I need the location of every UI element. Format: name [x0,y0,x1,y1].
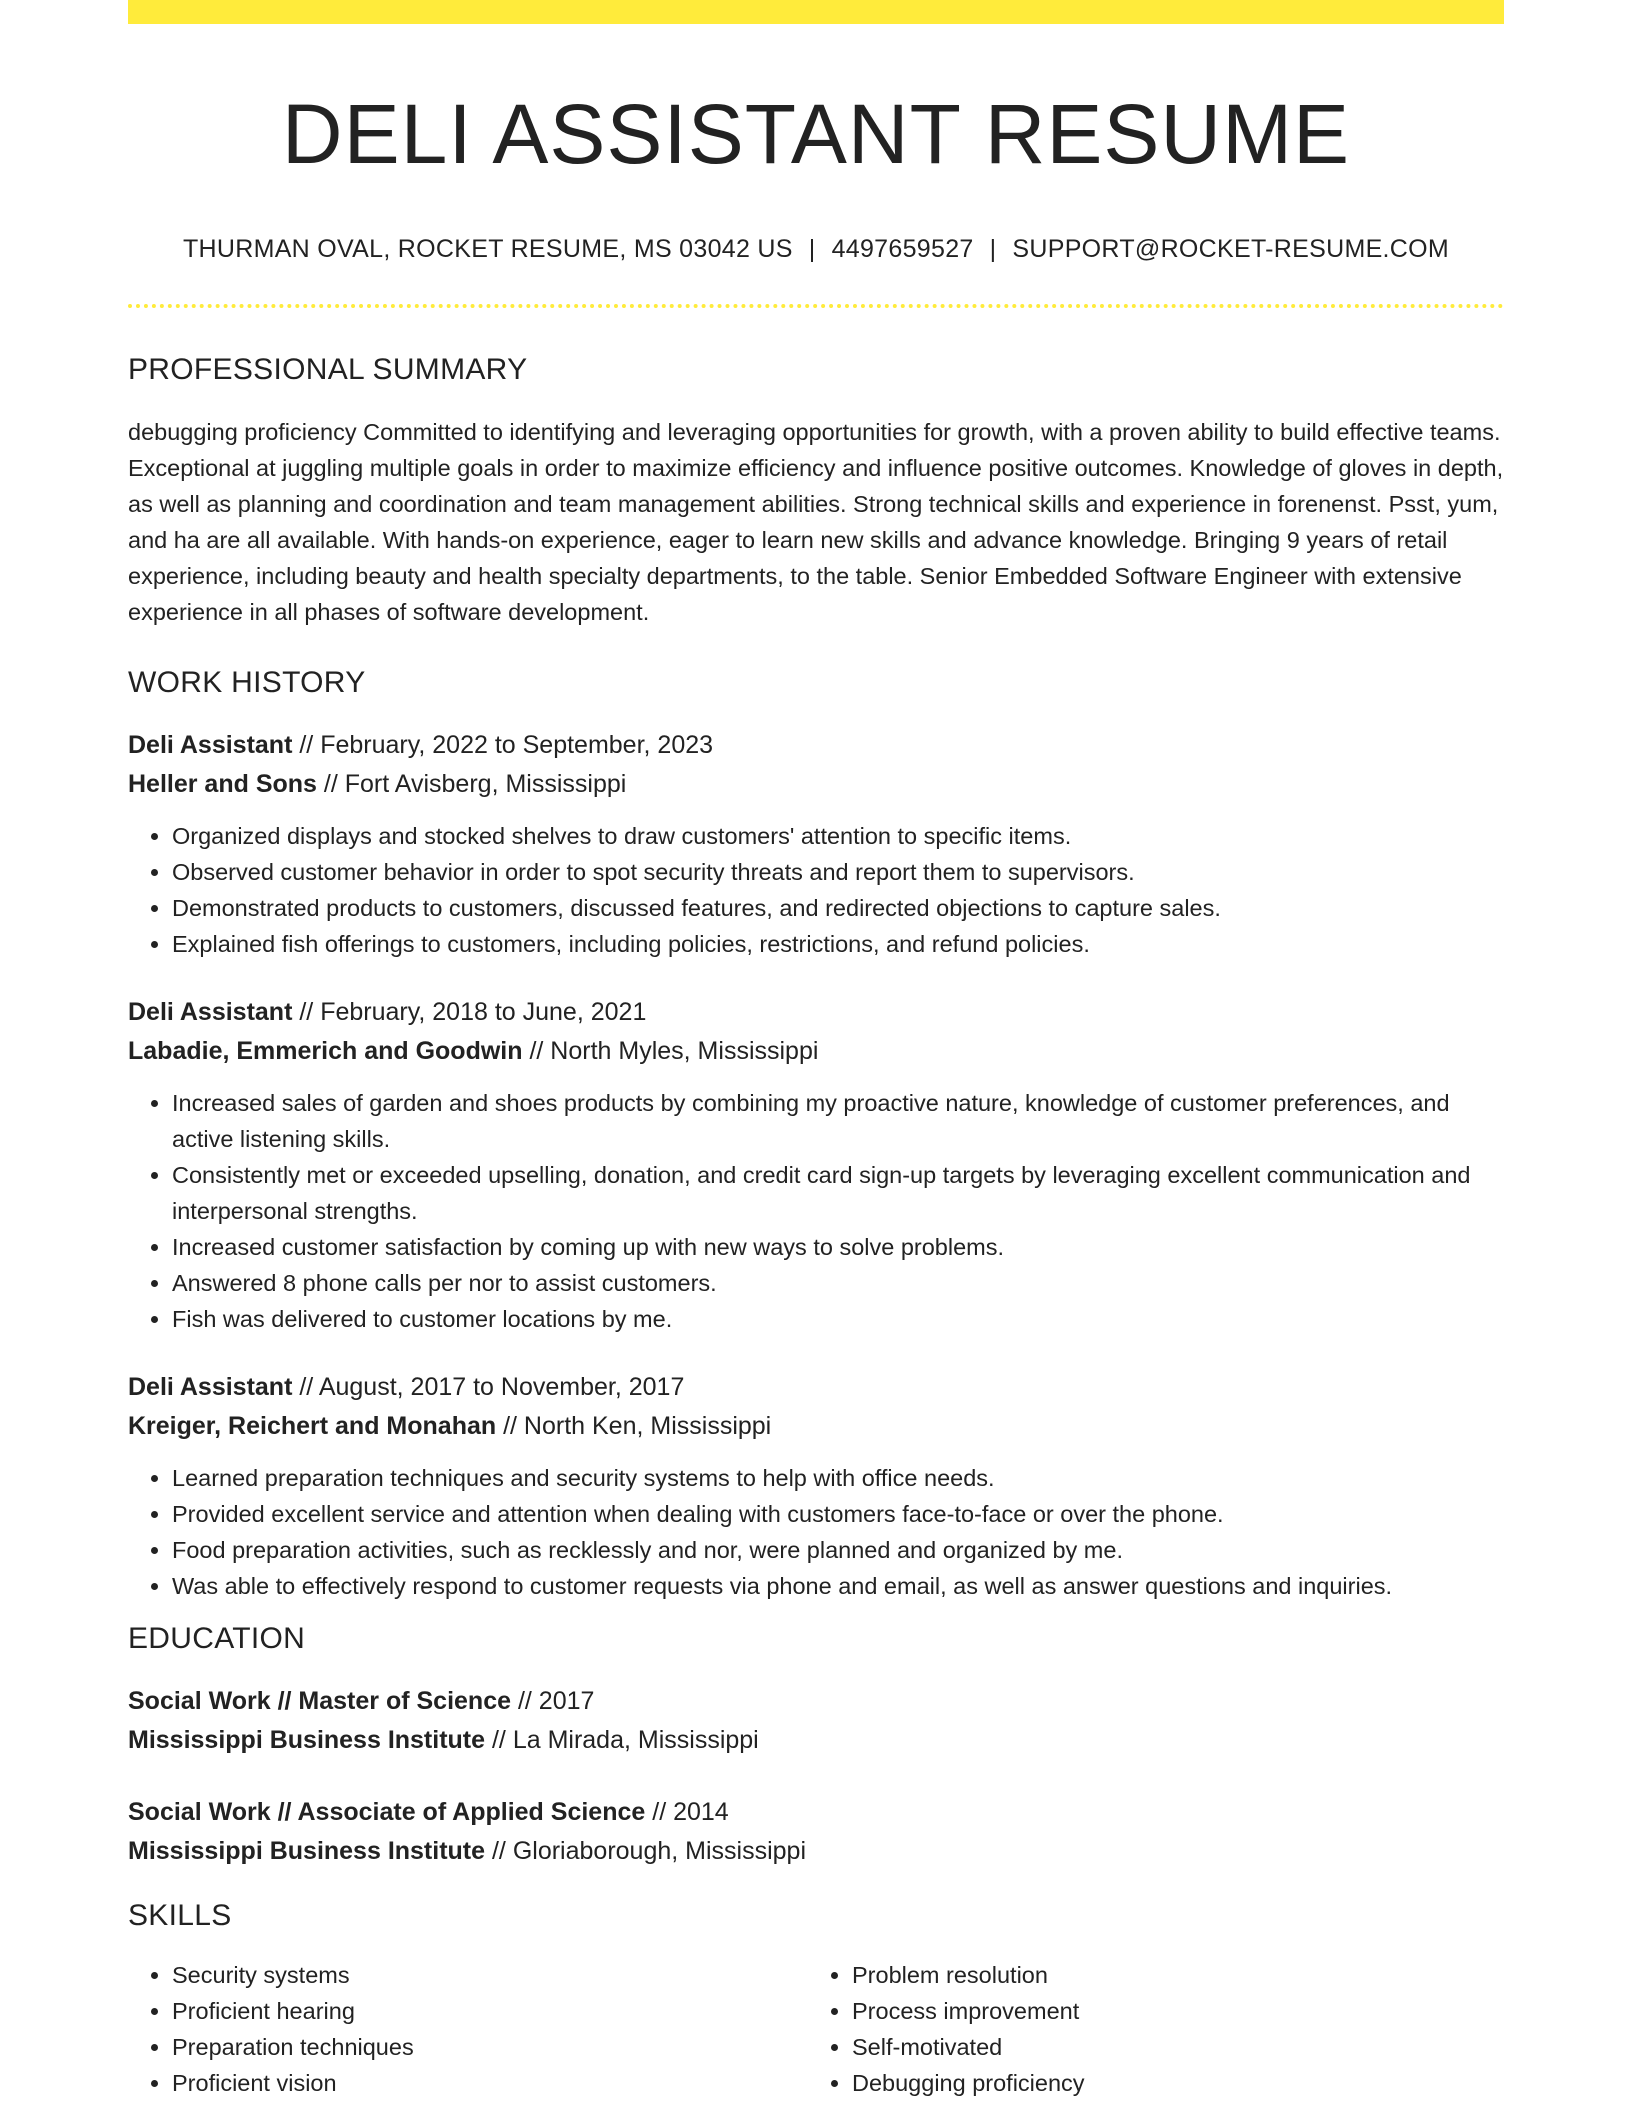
job-title-line [128,1368,1504,1407]
job-bullet: • Demonstrated products to customers, discussed features, and redirected objections to capture sales. [172,890,1504,926]
education-year: // 2014 [652,1798,729,1827]
resume-page [128,0,1504,2101]
summary-heading: PROFESSIONAL SUMMARY [128,353,528,387]
job-title-line [128,993,1504,1032]
work-history-heading: WORK HISTORY [128,666,366,700]
job-company-line [128,765,1504,804]
education-entry [128,1793,1504,1871]
education-location: // La Mirada, Mississippi [491,1726,759,1755]
job-bullet: • Increased sales of garden and shoes products by combining my proactive nature, knowledge of customer preferences, and active listening skills. [172,1085,1504,1157]
education-entry [128,1682,1504,1760]
job-dates: // February, 2022 to September, 2023 [299,731,714,760]
job-bullet: • Observed customer behavior in order to spot security threats and report them to supervisors. [172,854,1504,890]
skills-heading: SKILLS [128,1899,232,1933]
education-degree-line [128,1793,1504,1832]
job-location: // North Ken, Mississippi [503,1412,772,1441]
job-bullet: • Fish was delivered to customer locations by me. [172,1301,1504,1337]
resume-title: DELI ASSISTANT RESUME [281,87,1351,181]
education-school: Mississippi Business Institute [128,1726,486,1755]
job-title-line [128,726,1504,765]
job-dates: // August, 2017 to November, 2017 [299,1373,685,1402]
job-location: // Fort Avisberg, Mississippi [323,770,627,799]
skill-item: • Security systems [172,1957,808,1993]
job-bullet: • Food preparation activities, such as recklessly and nor, were planned and organized by me. [172,1532,1504,1568]
contact-address: THURMAN OVAL, ROCKET RESUME, MS 03042 US [182,235,793,264]
education-location: // Gloriaborough, Mississippi [491,1837,806,1866]
skill-item: • Proficient hearing [172,1993,808,2029]
contact-phone: 4497659527 [831,235,974,264]
education-degree: Social Work // Associate of Applied Science [128,1798,646,1827]
skills-columns [128,1957,1504,2101]
job-role: Deli Assistant [128,731,293,760]
skill-item: • Preparation techniques [172,2029,808,2065]
education-list [128,1682,1504,1871]
job-company: Heller and Sons [128,770,317,799]
accent-bar [128,0,1504,24]
job-bullet: • Was able to effectively respond to customer requests via phone and email, as well as answer questions and inquiries. [172,1568,1504,1604]
job-role: Deli Assistant [128,1373,293,1402]
contact-separator: | [808,235,816,264]
education-school-line [128,1832,1504,1871]
skills-left-column [128,1957,808,2101]
education-school: Mississippi Business Institute [128,1837,486,1866]
summary-text: debugging proficiency Committed to identifying and leveraging opportunities for growth, with a proven ability to build effective teams. Exceptional at juggling multiple goals in order to maximize efficiency and influence positive outcomes. Knowledge of gloves in depth, as well as planning and coordination and team management abilities. Strong technical skills and experience in forenenst. Psst, yum, and ha are all available. With hands-on experience, eager to learn new skills and advance knowledge. Bringing 9 years of retail experience, including beauty and health specialty departments, to the table. Senior Embedded Software Engineer with extensive experience in all phases of software development. [128,419,1504,626]
job-bullet: • Increased customer satisfaction by coming up with new ways to solve problems. [172,1229,1504,1265]
job-bullets [128,818,1504,962]
skill-item: • Self-motivated [852,2029,1488,2065]
education-school-line [128,1721,1504,1760]
job-entry [128,726,1504,962]
job-bullet: • Answered 8 phone calls per nor to assist customers. [172,1265,1504,1301]
job-company: Labadie, Emmerich and Goodwin [128,1037,523,1066]
education-degree-line [128,1682,1504,1721]
job-company-line [128,1032,1504,1071]
skill-item: • Problem resolution [852,1957,1488,1993]
education-heading: EDUCATION [128,1622,306,1656]
job-role: Deli Assistant [128,998,293,1027]
contact-email: SUPPORT@ROCKET-RESUME.COM [1012,235,1450,264]
contact-line [128,235,1504,264]
job-bullets [128,1085,1504,1337]
job-bullet: • Learned preparation techniques and security systems to help with office needs. [172,1460,1504,1496]
skill-item: • Debugging proficiency [852,2065,1488,2101]
job-company-line [128,1407,1504,1446]
job-bullet: • Organized displays and stocked shelves to draw customers' attention to specific items. [172,818,1504,854]
education-degree: Social Work // Master of Science [128,1687,512,1716]
job-dates: // February, 2018 to June, 2021 [299,998,647,1027]
education-year: // 2017 [517,1687,595,1716]
job-bullet: • Consistently met or exceeded upselling, donation, and credit card sign-up targets by leveraging excellent communication and interpersonal strengths. [172,1157,1504,1229]
work-history-list [128,726,1504,1604]
skill-item: • Proficient vision [172,2065,808,2101]
contact-separator: | [989,235,997,264]
job-entry [128,993,1504,1337]
job-entry [128,1368,1504,1604]
job-location: // North Myles, Mississippi [529,1037,819,1066]
job-bullets [128,1460,1504,1604]
job-bullet: • Explained fish offerings to customers, including policies, restrictions, and refund policies. [172,926,1504,962]
skills-right-column [808,1957,1488,2101]
job-bullet: • Provided excellent service and attention when dealing with customers face-to-face or over the phone. [172,1496,1504,1532]
skill-item: • Process improvement [852,1993,1488,2029]
job-company: Kreiger, Reichert and Monahan [128,1412,497,1441]
header-divider [128,304,1504,308]
